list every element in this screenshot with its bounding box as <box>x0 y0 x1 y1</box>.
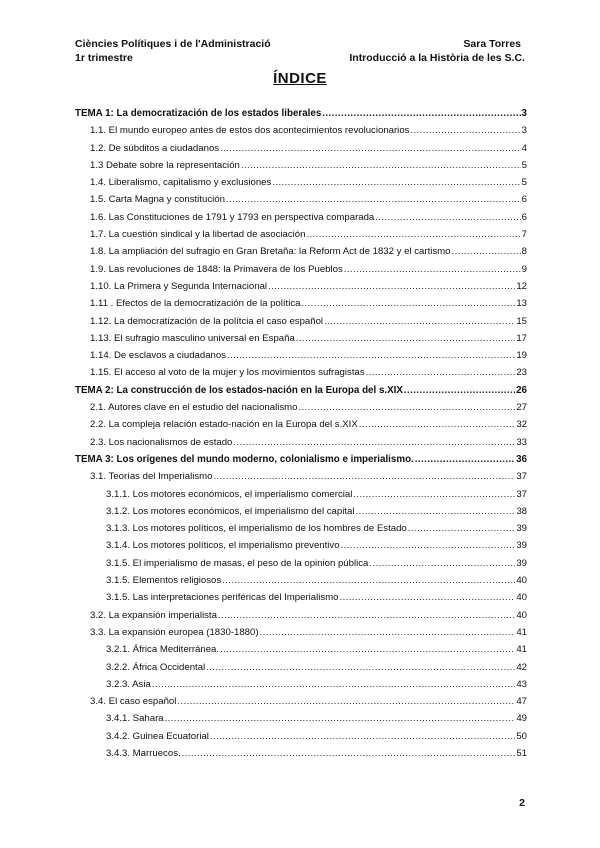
toc-entry-title: 1.8. La ampliación del sufragio en Gran Bretaña: la Reform Act de 1832 y el cartismo <box>90 246 451 258</box>
dot-leader <box>353 489 515 500</box>
toc-entry-title: 1.13. El sufragio masculino universal en España <box>90 332 295 344</box>
toc-entry[interactable] <box>75 662 527 679</box>
toc-entry-page: 39 <box>516 523 527 535</box>
toc-entry-page: 33 <box>516 436 527 448</box>
toc-entry-title: TEMA 3: Los orígenes del mundo moderno, colonialismo e imperialismo. <box>75 453 414 465</box>
dot-leader <box>356 506 516 517</box>
toc-entry-title: 1.11 . Efectos de la democratización de la política <box>90 298 301 310</box>
dot-leader <box>222 575 515 586</box>
toc-entry[interactable] <box>75 419 527 436</box>
toc-entry-title: 2.2. La compleja relación estado-nación en la Europa del s.XIX <box>90 419 358 431</box>
dot-leader <box>408 523 516 534</box>
toc-entry-title: 1.12. La democratización de la polítcia el caso español <box>90 315 324 327</box>
toc-entry-page: 5 <box>521 159 527 171</box>
toc-chapter-entry[interactable] <box>75 385 527 402</box>
toc-entry-title: 3.2.1. África Mediterránea. <box>106 644 220 656</box>
toc-entry-title: 1.6. Las Constituciones de 1791 y 1793 en perspectiva comparada <box>90 211 375 223</box>
dot-leader <box>359 419 516 430</box>
toc-entry-page: 27 <box>516 402 527 414</box>
toc-entry-title: 3.1.4. Los motores políticos, el imperialismo preventivo <box>106 540 340 552</box>
toc-chapter-entry[interactable] <box>75 454 527 471</box>
toc-entry[interactable] <box>75 696 527 713</box>
toc-entry[interactable] <box>75 143 527 160</box>
toc-entry-page: 40 <box>516 592 527 604</box>
toc-entry[interactable] <box>75 523 527 540</box>
dot-leader <box>301 298 515 309</box>
toc-entry-page: 17 <box>516 332 527 344</box>
dot-leader <box>366 367 516 378</box>
toc-entry-page: 49 <box>516 713 527 725</box>
toc-entry-title: 3.4.1. Sahara <box>106 713 164 725</box>
toc-entry[interactable] <box>75 350 527 367</box>
toc-entry-page: 15 <box>516 315 527 327</box>
dot-leader <box>182 748 516 759</box>
toc-entry-page: 47 <box>516 696 527 708</box>
toc-entry-title: 3.1.2. Los motores económicos, el imperialismo del capital <box>106 505 355 517</box>
author-name: Sara Torres <box>463 38 521 50</box>
toc-entry-title: 1.4. Liberalismo, capitalismo y exclusiones <box>90 177 272 189</box>
dot-leader <box>218 610 515 621</box>
toc-entry-page: 38 <box>516 505 527 517</box>
toc-entry[interactable] <box>75 160 527 177</box>
dot-leader <box>375 212 520 223</box>
toc-entry-title: 3.1. Teorías del Imperialismo <box>90 471 213 483</box>
dot-leader <box>227 350 515 361</box>
toc-entry-title: 1.14. De esclavos a ciudadanos <box>90 350 226 362</box>
dot-leader <box>272 177 520 188</box>
toc-entry-page: 41 <box>516 644 527 656</box>
toc-entry-title: 3.1.5. Las interpretaciones periféricas del Imperialismo <box>106 592 339 604</box>
dot-leader <box>341 540 516 551</box>
toc-entry-title: 3.2. La expansión imperialista <box>90 609 217 621</box>
dot-leader <box>369 558 515 569</box>
toc-entry[interactable] <box>75 281 527 298</box>
toc-entry-page: 3 <box>521 125 527 137</box>
toc-entry-page: 8 <box>521 246 527 258</box>
dot-leader <box>213 471 515 482</box>
toc-entry-title: 1.10. La Primera y Segunda Internacional <box>90 280 268 292</box>
dot-leader <box>344 264 521 275</box>
toc-entry-page: 13 <box>516 298 527 310</box>
toc-entry[interactable] <box>75 316 527 333</box>
toc-entry-page: 23 <box>516 367 527 379</box>
toc-entry-page: 40 <box>516 609 527 621</box>
dot-leader <box>296 333 516 344</box>
toc-entry-page: 7 <box>521 229 527 241</box>
toc-entry[interactable] <box>75 246 527 263</box>
toc-entry-page: 3 <box>521 108 527 119</box>
toc-entry[interactable] <box>75 177 527 194</box>
course-name: Ciències Polítiques i de l'Administració <box>75 38 271 50</box>
toc-entry-title: 3.4.3. Marruecos. <box>106 747 181 759</box>
dot-leader <box>322 108 520 119</box>
toc-entry-title: TEMA 1: La democratización de los estados liberales <box>75 108 322 119</box>
header-right <box>349 37 525 65</box>
page-number: 2 <box>519 797 525 809</box>
toc-entry-page: 41 <box>516 626 527 638</box>
toc-entry[interactable] <box>75 298 527 315</box>
dot-leader <box>152 679 516 690</box>
toc-entry[interactable] <box>75 506 527 523</box>
toc-entry-title: 1.9. Las revoluciones de 1848: la Primavera de los Pueblos <box>90 263 343 275</box>
toc-entry-page: 51 <box>516 747 527 759</box>
toc-entry-title: 1.15. El acceso al voto de la mujer y los movimientos sufragistas <box>90 367 365 379</box>
toc-entry[interactable] <box>75 540 527 557</box>
toc-entry-title: 3.1.3. Los motores políticos, el imperialismo de los hombres de Estado <box>106 523 407 535</box>
dot-leader <box>298 402 515 413</box>
dot-leader <box>220 143 521 154</box>
dot-leader <box>241 160 521 171</box>
toc-entry-title: 3.4. El caso español <box>90 696 177 708</box>
dot-leader <box>324 316 515 327</box>
page-title: ÍNDICE <box>273 70 327 87</box>
toc-entry[interactable] <box>75 610 527 627</box>
toc-entry[interactable] <box>75 264 527 281</box>
toc-entry-title: 3.1.1. Los motores económicos, el imperialismo comercial <box>106 488 353 500</box>
toc-entry-title: TEMA 2: La construcción de los estados-nación en la Europa del s.XIX <box>75 384 403 396</box>
toc-entry-page: 36 <box>516 453 527 465</box>
toc-entry-page: 39 <box>516 557 527 569</box>
toc-entry[interactable] <box>75 212 527 229</box>
dot-leader <box>220 644 515 655</box>
toc-entry[interactable] <box>75 125 527 142</box>
toc-entry[interactable] <box>75 489 527 506</box>
dot-leader <box>177 696 515 707</box>
dot-leader <box>210 731 515 742</box>
toc-entry-page: 43 <box>516 678 527 690</box>
dot-leader <box>233 437 515 448</box>
dot-leader <box>415 454 515 465</box>
toc-entry-title: 3.2.2. África Occidental <box>106 661 206 673</box>
toc-entry[interactable] <box>75 194 527 211</box>
toc-entry[interactable] <box>75 644 527 661</box>
toc-entry[interactable] <box>75 367 527 384</box>
toc-entry[interactable] <box>75 471 527 488</box>
toc-entry[interactable] <box>75 575 527 592</box>
dot-leader <box>165 713 516 724</box>
dot-leader <box>340 592 516 603</box>
toc-entry[interactable] <box>75 679 527 696</box>
page-header <box>75 37 525 65</box>
toc-entry[interactable] <box>75 748 527 765</box>
toc-entry-page: 50 <box>516 730 527 742</box>
toc-entry-title: 3.3. La expansión europea (1830-1880) <box>90 626 259 638</box>
toc-entry[interactable] <box>75 713 527 730</box>
header-left <box>75 37 271 65</box>
toc-entry-page: 39 <box>516 540 527 552</box>
toc-entry-title: 2.3. Los nacionalismos de estado <box>90 436 233 448</box>
dot-leader <box>206 662 515 673</box>
toc-entry-title: 3.2.3. Asia <box>106 678 151 690</box>
toc-entry-page: 6 <box>521 211 527 223</box>
toc-entry-title: 2.1. Autores clave en el estudio del nacionalismo <box>90 402 298 414</box>
toc-entry-title: 3.1.5. Elementos religiosos <box>106 575 222 587</box>
table-of-contents <box>75 108 527 765</box>
dot-leader <box>268 281 515 292</box>
toc-entry-title: 1.3 Debate sobre la representación <box>90 159 240 171</box>
toc-entry-title: 1.5. Carta Magna y constitución <box>90 194 225 206</box>
toc-entry-page: 5 <box>521 177 527 189</box>
toc-entry-page: 9 <box>521 263 527 275</box>
toc-entry[interactable] <box>75 437 527 454</box>
toc-entry-page: 4 <box>521 142 527 154</box>
toc-entry-page: 12 <box>516 280 527 292</box>
subject-name: Introducció a la Història de les S.C. <box>349 52 525 64</box>
toc-entry[interactable] <box>75 731 527 748</box>
toc-entry-title: 1.1. El mundo europeo antes de estos dos acontecimientos revolucionarios <box>90 125 410 137</box>
dot-leader <box>404 385 515 396</box>
toc-entry-page: 37 <box>516 488 527 500</box>
toc-entry[interactable] <box>75 627 527 644</box>
toc-entry-page: 40 <box>516 575 527 587</box>
toc-entry-page: 26 <box>516 384 527 396</box>
toc-entry[interactable] <box>75 333 527 350</box>
dot-leader <box>226 194 521 205</box>
dot-leader <box>260 627 516 638</box>
toc-entry[interactable] <box>75 402 527 419</box>
toc-entry-title: 3.1.5. El imperialismo de masas, el peso de la opinion pública <box>106 557 369 569</box>
toc-entry-page: 37 <box>516 471 527 483</box>
toc-entry-title: 3.4.2. Guinea Ecuatorial <box>106 730 209 742</box>
toc-chapter-entry[interactable] <box>75 108 527 125</box>
dot-leader <box>410 125 520 136</box>
toc-entry[interactable] <box>75 229 527 246</box>
dot-leader <box>306 229 520 240</box>
toc-entry[interactable] <box>75 558 527 575</box>
term-label: 1r trimestre <box>75 52 133 64</box>
toc-entry-page: 19 <box>516 350 527 362</box>
toc-entry-page: 42 <box>516 661 527 673</box>
toc-entry-title: 1.7. La cuestión sindical y la libertad de asociación <box>90 229 306 241</box>
toc-entry-page: 32 <box>516 419 527 431</box>
dot-leader <box>452 246 521 257</box>
toc-entry[interactable] <box>75 592 527 609</box>
toc-entry-title: 1.2. De súbditos a ciudadanos <box>90 142 220 154</box>
toc-entry-page: 6 <box>521 194 527 206</box>
